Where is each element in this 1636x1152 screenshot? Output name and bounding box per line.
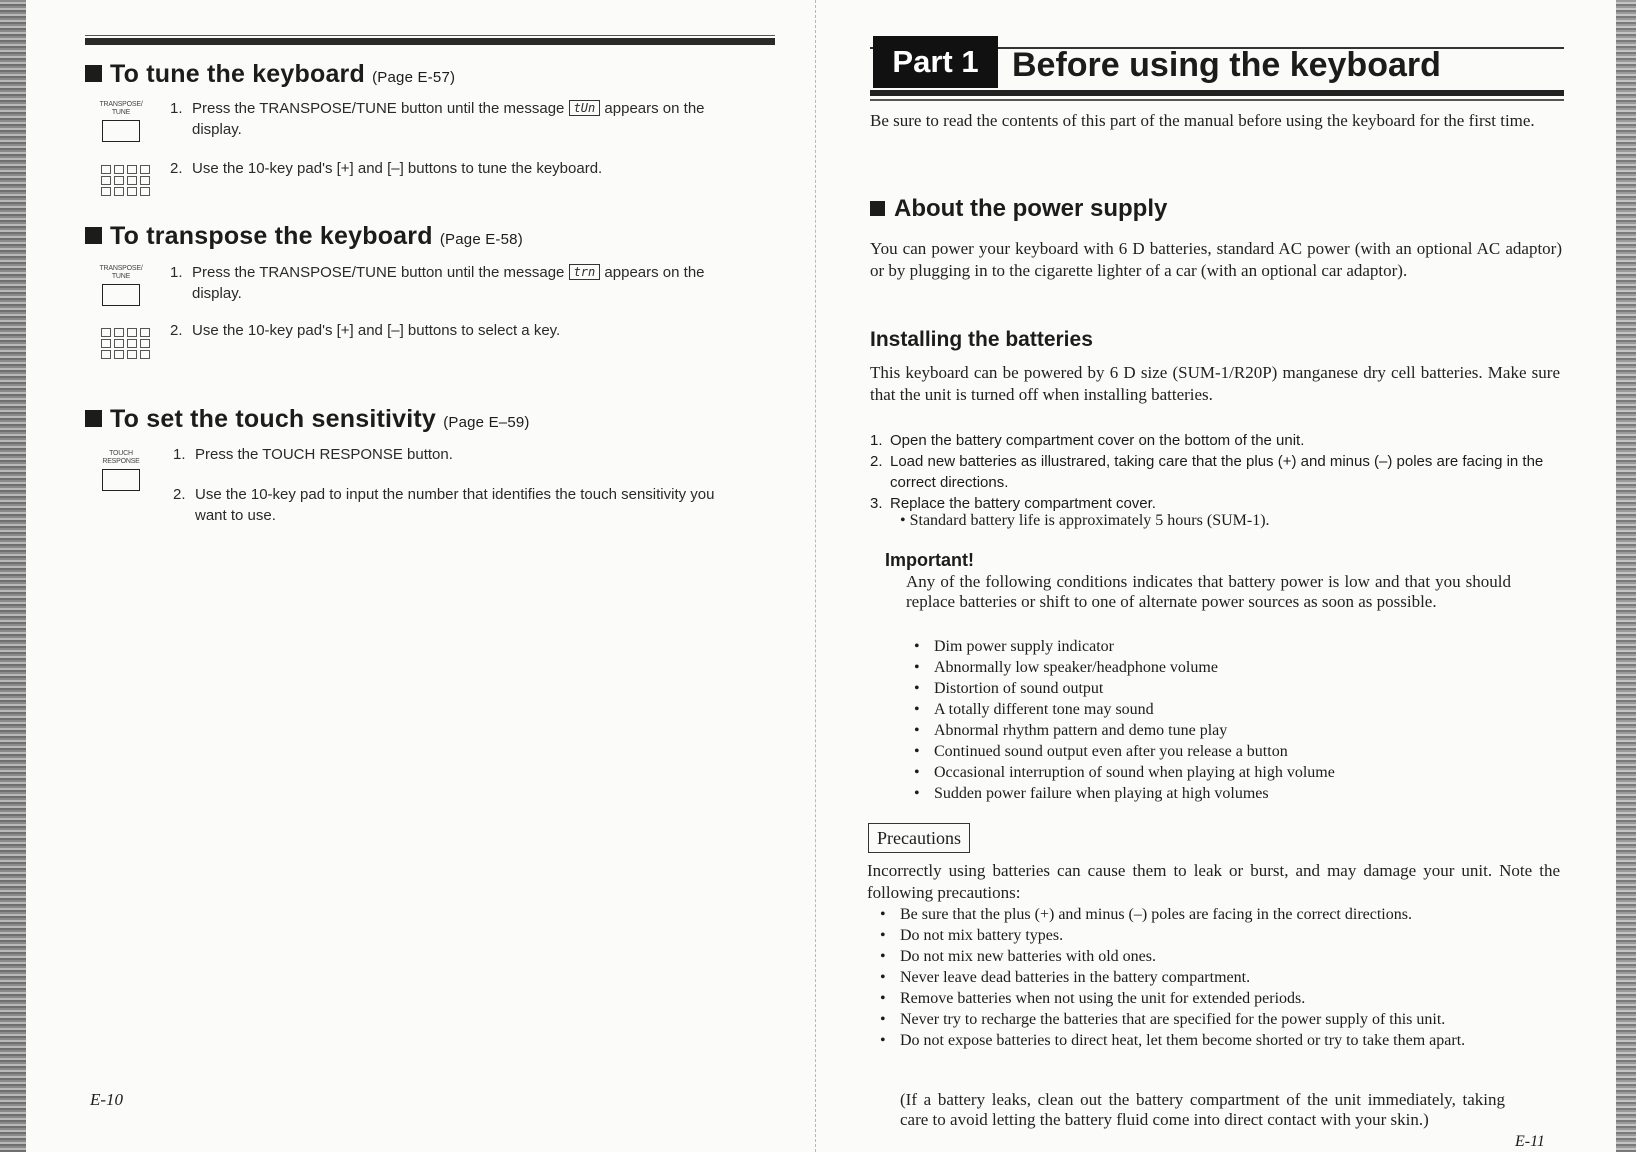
installing-paragraph: This keyboard can be powered by 6 D size (SUM-1/R20P) manganese dry cell batteries. Make sure that the unit is turned off when installing batteries. bbox=[870, 363, 1560, 404]
page-gutter bbox=[815, 0, 816, 1152]
page-ref: (Page E-58) bbox=[439, 231, 523, 248]
list-item: • Do not expose batteries to direct heat, let them become shorted or try to take them apart. bbox=[878, 1030, 1508, 1051]
list-item: • Abnormal rhythm pattern and demo tune play bbox=[912, 720, 1512, 741]
touch-response-button-icon bbox=[93, 450, 149, 491]
intro-paragraph: Be sure to read the contents of this part of the manual before using the keyboard for the first time. bbox=[870, 111, 1535, 130]
leak-note: (If a battery leaks, clean out the battery compartment of the unit immediately, taking care to avoid letting the battery fluid come into direct contact with your skin.) bbox=[900, 1090, 1505, 1129]
right-page bbox=[867, 0, 1562, 1152]
header-rule-thin bbox=[85, 35, 775, 36]
button-box bbox=[102, 284, 140, 306]
power-paragraph: You can power your keyboard with 6 D batteries, standard AC power (with an optional AC adaptor) or by plugging in to the cigarette lighter of a car (with an optional car adaptor). bbox=[870, 239, 1562, 280]
square-bullet-icon bbox=[85, 227, 102, 244]
button-caption: TOUCH RESPONSE bbox=[102, 450, 140, 465]
install-steps bbox=[870, 430, 1560, 514]
part-header-rule-thin bbox=[870, 99, 1564, 101]
part-title: Before using the keyboard bbox=[1012, 46, 1441, 84]
list-item: • Do not mix battery types. bbox=[878, 925, 1508, 946]
list-item: • Do not mix new batteries with old ones. bbox=[878, 946, 1508, 967]
list-item: • Never try to recharge the batteries that are specified for the power supply of this unit. bbox=[878, 1009, 1508, 1030]
lcd-message: tUn bbox=[569, 100, 601, 116]
heading-text: To set the touch sensitivity bbox=[110, 405, 437, 433]
battery-life-note: • Standard battery life is approximately 5 hours (SUM-1). bbox=[900, 512, 1270, 529]
scan-edge-right bbox=[1616, 0, 1636, 1152]
important-heading: Important! bbox=[885, 550, 974, 570]
list-item: • Occasional interruption of sound when playing at high volume bbox=[912, 762, 1512, 783]
important-paragraph: Any of the following conditions indicates that battery power is low and that you should replace batteries or shift to one of alternate power sources as soon as possible. bbox=[906, 572, 1511, 611]
list-item: 1. Open the battery compartment cover on the bottom of the unit. bbox=[870, 432, 1305, 449]
ten-key-pad-icon bbox=[101, 328, 151, 359]
section-heading-tune bbox=[85, 60, 455, 89]
scan-edge-left bbox=[0, 0, 26, 1152]
list-item: • Remove batteries when not using the unit for extended periods. bbox=[878, 988, 1508, 1009]
heading-text: To transpose the keyboard bbox=[110, 222, 433, 250]
page-ref: (Page E-57) bbox=[372, 69, 456, 86]
heading-power-supply: About the power supply bbox=[870, 195, 1167, 223]
part-tab: Part 1 bbox=[873, 36, 998, 88]
section-heading-transpose bbox=[85, 222, 523, 251]
transpose-tune-button-icon bbox=[93, 265, 149, 306]
page-number-left: E-10 bbox=[90, 1090, 124, 1109]
precautions-label: Precautions bbox=[868, 823, 970, 853]
list-item: • Dim power supply indicator bbox=[912, 636, 1512, 657]
button-box bbox=[102, 469, 140, 491]
precautions-paragraph: Incorrectly using batteries can cause them to leak or burst, and may damage your unit. Note the following precautions: bbox=[867, 861, 1560, 902]
list-item: • Never leave dead batteries in the battery compartment. bbox=[878, 967, 1508, 988]
button-caption: TRANSPOSE/ TUNE bbox=[99, 101, 143, 116]
square-bullet-icon bbox=[85, 410, 102, 427]
list-item: • Continued sound output even after you release a button bbox=[912, 741, 1512, 762]
button-caption: TRANSPOSE/ TUNE bbox=[99, 265, 143, 280]
transpose-tune-button-icon bbox=[93, 101, 149, 142]
list-item: • Sudden power failure when playing at high volumes bbox=[912, 783, 1512, 804]
list-item: • Abnormally low speaker/headphone volume bbox=[912, 657, 1512, 678]
important-list bbox=[912, 636, 1512, 804]
list-item: 2. Load new batteries as illustrared, taking care that the plus (+) and minus (–) poles are facing in the correct directions. bbox=[870, 453, 1544, 491]
square-bullet-icon bbox=[85, 65, 102, 82]
page-ref: (Page E–59) bbox=[443, 414, 530, 431]
section-heading-touch bbox=[85, 405, 530, 434]
part-header-rule bbox=[870, 90, 1564, 96]
header-rule bbox=[85, 38, 775, 45]
heading-installing-batteries: Installing the batteries bbox=[870, 328, 1093, 351]
square-bullet-icon bbox=[870, 201, 885, 216]
heading-text: To tune the keyboard bbox=[110, 60, 365, 88]
ten-key-pad-icon bbox=[101, 165, 151, 196]
precautions-list bbox=[878, 904, 1508, 1051]
list-item: • Be sure that the plus (+) and minus (–) poles are facing in the correct directions. bbox=[878, 904, 1508, 925]
list-item: 3. Replace the battery compartment cover. bbox=[870, 495, 1156, 512]
page-number-right: E-11 bbox=[1515, 1133, 1545, 1150]
list-item: • A totally different tone may sound bbox=[912, 699, 1512, 720]
button-box bbox=[102, 120, 140, 142]
left-page: To tune the keyboard (Page E-57) TRANSPOSE/ TUNE 1. Press the TRANSPOSE/TUNE button until the message tUn appears on the display. 2. Use the 10-key pad's [+] and [–] buttons to tune the keyboard. To transpose the keyboard (Page E-58) TRANSPOSE/ TUNE 1. Press the TRANSPOSE/TUNE button until the message trn appears on the display. 2. Use the 10-key pad's [+] and [–] buttons to select a key. To set the touch sensitivity (Page E–59) TOUCH RESPONSE 1. Press the TOUCH RESPONSE button. 2. Use the 10-key pad to input the number that identifies the touch sensitivity you want to use. bbox=[85, 0, 775, 1152]
list-item: • Distortion of sound output bbox=[912, 678, 1512, 699]
lcd-message: trn bbox=[569, 264, 601, 280]
